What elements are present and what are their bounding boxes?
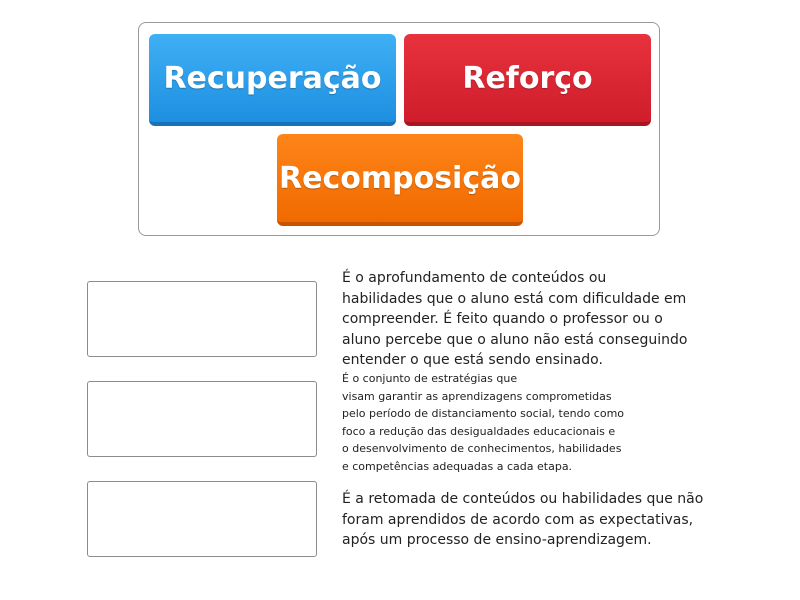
description-1: É o aprofundamento de conteúdos ou habilidades que o aluno está com dificuldade em compreender. É feito quando o professor ou o aluno percebe que o aluno não está conseguindo entender o que está sendo ensinado. [342,270,688,368]
tile-recuperacao[interactable]: Recuperação [149,34,396,126]
answer-tile-area [138,22,660,236]
drop-target-2[interactable] [87,381,317,457]
description-3: É a retomada de conteúdos ou habilidades que não foram aprendidos de acordo com as expectativas, após um processo de ensino-aprendizagem. [342,491,704,548]
tile-reforco[interactable]: Reforço [404,34,651,126]
tile-recomposicao[interactable]: Recomposição [277,134,523,226]
description-2: É o conjunto de estratégias que visam garantir as aprendizagens comprometidas pelo período de distanciamento social, tendo como foco a redução das desigualdades educacionais e o desenvolvimento de conhecimentos, habilidades e competências adequadas a cada etapa. [342,372,625,473]
drop-target-1[interactable] [87,281,317,357]
drop-target-3[interactable] [87,481,317,557]
